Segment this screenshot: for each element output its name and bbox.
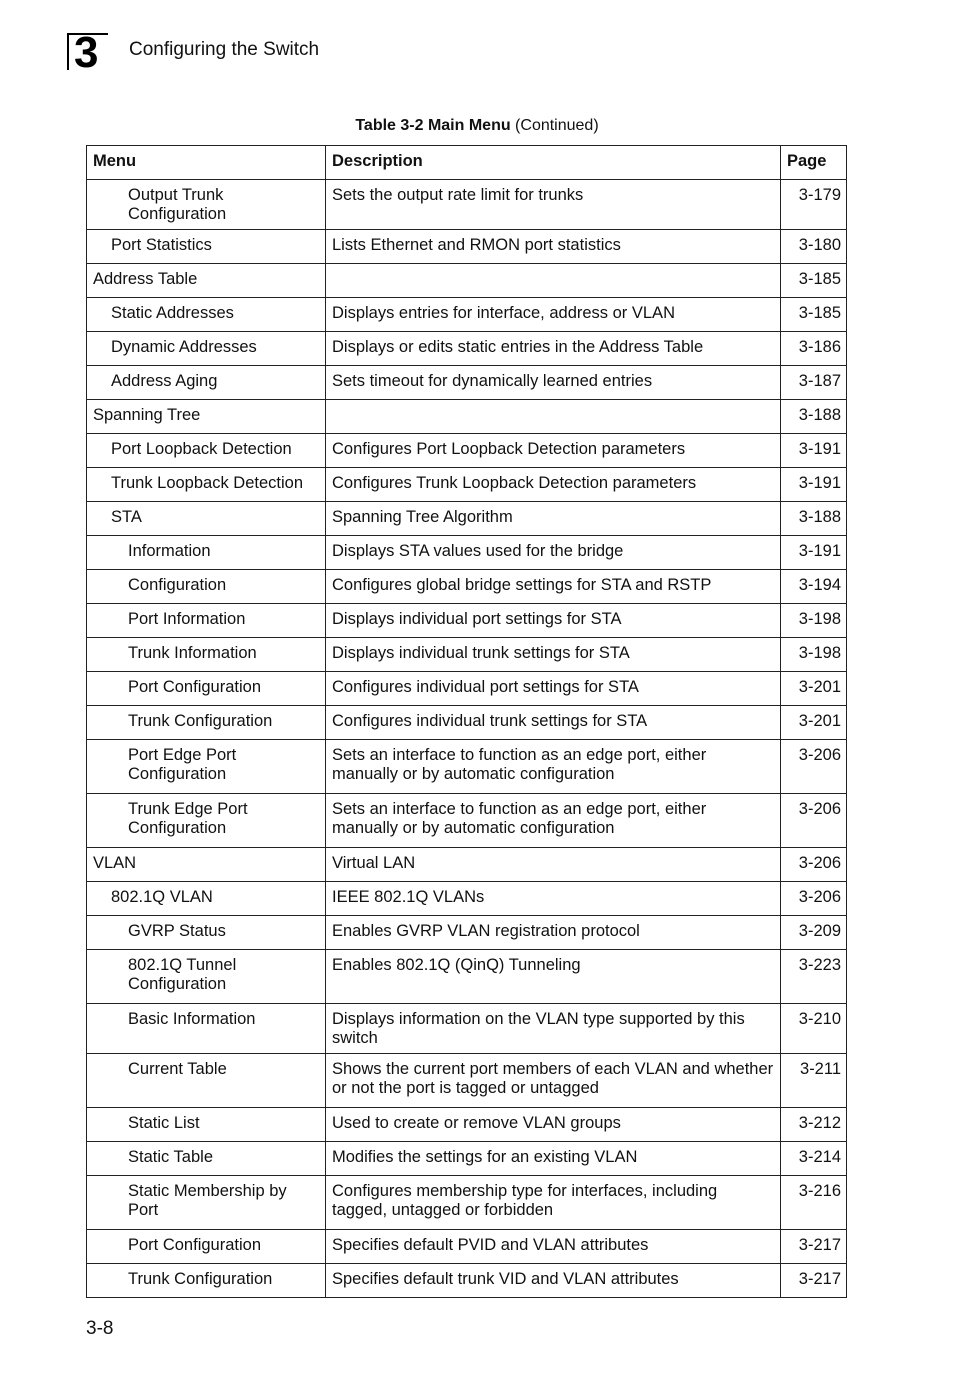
page-cell: 3-211	[781, 1054, 847, 1108]
description-cell: Lists Ethernet and RMON port statistics	[326, 230, 781, 264]
column-header-page: Page	[781, 146, 847, 180]
description-cell: Virtual LAN	[326, 848, 781, 882]
description-cell: IEEE 802.1Q VLANs	[326, 882, 781, 916]
page-cell: 3-198	[781, 604, 847, 638]
menu-cell: Basic Information	[87, 1004, 326, 1054]
table-row	[87, 672, 847, 706]
menu-cell: Static Table	[87, 1142, 326, 1176]
menu-cell: STA	[87, 502, 326, 536]
page-cell: 3-188	[781, 502, 847, 536]
description-cell: Configures Trunk Loopback Detection parameters	[326, 468, 781, 502]
page-cell: 3-191	[781, 536, 847, 570]
menu-cell: Port Loopback Detection	[87, 434, 326, 468]
page-cell: 3-191	[781, 468, 847, 502]
page-cell: 3-209	[781, 916, 847, 950]
description-cell: Sets the output rate limit for trunks	[326, 180, 781, 230]
page-cell: 3-185	[781, 264, 847, 298]
description-cell: Displays information on the VLAN type supported by this switch	[326, 1004, 781, 1054]
table-header-row	[87, 146, 847, 180]
table-row	[87, 706, 847, 740]
table-row	[87, 1230, 847, 1264]
description-cell: Displays STA values used for the bridge	[326, 536, 781, 570]
page-cell: 3-186	[781, 332, 847, 366]
description-cell: Used to create or remove VLAN groups	[326, 1108, 781, 1142]
page-cell: 3-188	[781, 400, 847, 434]
page-cell: 3-217	[781, 1230, 847, 1264]
page-cell: 3-191	[781, 434, 847, 468]
page-cell: 3-206	[781, 848, 847, 882]
page-cell: 3-210	[781, 1004, 847, 1054]
chapter-number: 3	[74, 28, 99, 77]
menu-cell: Spanning Tree	[87, 400, 326, 434]
menu-cell: Trunk Loopback Detection	[87, 468, 326, 502]
chapter-badge	[67, 28, 108, 77]
menu-cell: Port Configuration	[87, 1230, 326, 1264]
table-row	[87, 180, 847, 230]
table-caption-suffix: (Continued)	[510, 117, 599, 134]
table-row	[87, 604, 847, 638]
table-row	[87, 570, 847, 604]
table-row	[87, 1142, 847, 1176]
menu-cell: Current Table	[87, 1054, 326, 1108]
page-cell: 3-223	[781, 950, 847, 1004]
menu-cell: Trunk Configuration	[87, 706, 326, 740]
description-cell: Displays individual port settings for STA	[326, 604, 781, 638]
page-cell: 3-216	[781, 1176, 847, 1230]
menu-cell: Static Membership by Port	[87, 1176, 326, 1230]
menu-cell: Dynamic Addresses	[87, 332, 326, 366]
menu-cell: Port Configuration	[87, 672, 326, 706]
table-row	[87, 794, 847, 848]
description-cell: Sets an interface to function as an edge port, either manually or by automatic configuration	[326, 740, 781, 794]
menu-cell: VLAN	[87, 848, 326, 882]
table-row	[87, 848, 847, 882]
description-cell: Sets timeout for dynamically learned entries	[326, 366, 781, 400]
page-cell: 3-187	[781, 366, 847, 400]
menu-cell: 802.1Q VLAN	[87, 882, 326, 916]
description-cell: Specifies default PVID and VLAN attributes	[326, 1230, 781, 1264]
menu-cell: Address Table	[87, 264, 326, 298]
chapter-title: Configuring the Switch	[129, 39, 320, 60]
menu-cell: Static Addresses	[87, 298, 326, 332]
description-cell: Shows the current port members of each VLAN and whether or not the port is tagged or untagged	[326, 1054, 781, 1108]
table-row	[87, 468, 847, 502]
menu-cell: Information	[87, 536, 326, 570]
page-cell: 3-194	[781, 570, 847, 604]
page-cell: 3-180	[781, 230, 847, 264]
table-row	[87, 264, 847, 298]
page-cell: 3-201	[781, 706, 847, 740]
menu-cell: Address Aging	[87, 366, 326, 400]
menu-cell: Trunk Configuration	[87, 1264, 326, 1298]
column-header-description: Description	[326, 146, 781, 180]
description-cell: Displays or edits static entries in the Address Table	[326, 332, 781, 366]
menu-cell: GVRP Status	[87, 916, 326, 950]
page-cell: 3-206	[781, 794, 847, 848]
table-caption	[0, 117, 954, 135]
page-cell: 3-179	[781, 180, 847, 230]
page-cell: 3-214	[781, 1142, 847, 1176]
description-cell: Enables 802.1Q (QinQ) Tunneling	[326, 950, 781, 1004]
main-menu-table	[86, 145, 847, 1298]
table-row	[87, 1108, 847, 1142]
table-row	[87, 400, 847, 434]
description-cell: Spanning Tree Algorithm	[326, 502, 781, 536]
table-row	[87, 434, 847, 468]
description-cell: Displays entries for interface, address or VLAN	[326, 298, 781, 332]
table-row	[87, 916, 847, 950]
page-cell: 3-206	[781, 882, 847, 916]
description-cell: Configures membership type for interfaces, including tagged, untagged or forbidden	[326, 1176, 781, 1230]
table-row	[87, 502, 847, 536]
description-cell: Sets an interface to function as an edge port, either manually or by automatic configuration	[326, 794, 781, 848]
page-number: 3-8	[86, 1318, 114, 1339]
page-cell: 3-198	[781, 638, 847, 672]
menu-cell: Trunk Information	[87, 638, 326, 672]
menu-cell: Port Statistics	[87, 230, 326, 264]
page-cell: 3-217	[781, 1264, 847, 1298]
table-row	[87, 536, 847, 570]
table-row	[87, 740, 847, 794]
page-cell: 3-212	[781, 1108, 847, 1142]
table-caption-label: Table 3-2 Main Menu	[355, 117, 511, 134]
menu-cell: 802.1Q Tunnel Configuration	[87, 950, 326, 1004]
description-cell	[326, 400, 781, 434]
description-cell: Enables GVRP VLAN registration protocol	[326, 916, 781, 950]
table-row	[87, 638, 847, 672]
description-cell: Configures individual trunk settings for STA	[326, 706, 781, 740]
description-cell: Modifies the settings for an existing VLAN	[326, 1142, 781, 1176]
description-cell	[326, 264, 781, 298]
menu-cell: Output Trunk Configuration	[87, 180, 326, 230]
table-body	[87, 180, 847, 1298]
table-row	[87, 1264, 847, 1298]
table-row	[87, 332, 847, 366]
menu-cell: Configuration	[87, 570, 326, 604]
page-cell: 3-185	[781, 298, 847, 332]
table-row	[87, 882, 847, 916]
column-header-menu: Menu	[87, 146, 326, 180]
description-cell: Configures individual port settings for STA	[326, 672, 781, 706]
table-row	[87, 1004, 847, 1054]
description-cell: Configures global bridge settings for STA and RSTP	[326, 570, 781, 604]
menu-cell: Static List	[87, 1108, 326, 1142]
page-cell: 3-201	[781, 672, 847, 706]
page-cell: 3-206	[781, 740, 847, 794]
description-cell: Displays individual trunk settings for STA	[326, 638, 781, 672]
table-row	[87, 298, 847, 332]
table-row	[87, 950, 847, 1004]
menu-cell: Port Information	[87, 604, 326, 638]
description-cell: Configures Port Loopback Detection parameters	[326, 434, 781, 468]
description-cell: Specifies default trunk VID and VLAN attributes	[326, 1264, 781, 1298]
table-row	[87, 230, 847, 264]
menu-cell: Trunk Edge Port Configuration	[87, 794, 326, 848]
table-row	[87, 366, 847, 400]
menu-cell: Port Edge Port Configuration	[87, 740, 326, 794]
table-row	[87, 1176, 847, 1230]
table-row	[87, 1054, 847, 1108]
